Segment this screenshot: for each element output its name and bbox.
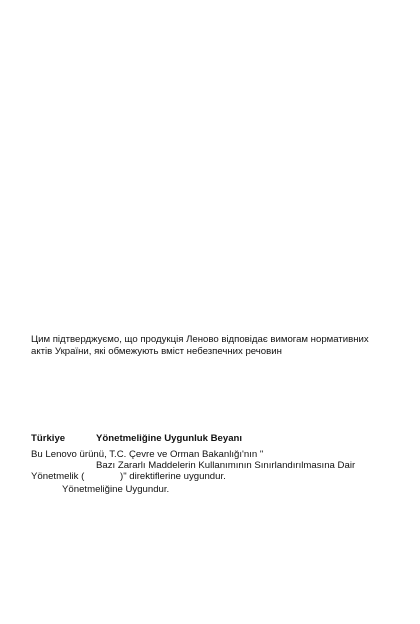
turkey-declaration-line-3-start: Yönetmelik (: [31, 471, 85, 482]
ukraine-declaration-line-2: актів України, які обмежують вміст небезпечних речовин: [31, 346, 282, 357]
turkey-heading-country: Türkiye: [31, 433, 66, 444]
turkey-declaration-line-3-end: )" direktiflerine uygundur.: [120, 471, 226, 482]
ukraine-declaration-line-1: Цим підтверджуємо, що продукція Леново відповідає вимогам нормативних: [31, 334, 369, 345]
turkey-declaration-line-2: Bazı Zararlı Maddelerin Kullanımının Sınırlandırılmasına Dair: [96, 460, 356, 471]
turkey-declaration-line-1: Bu Lenovo ürünü, T.C. Çevre ve Orman Bakanlığı'nın ": [31, 449, 264, 460]
turkey-heading-title: Yönetmeliğine Uygunluk Beyanı: [96, 433, 243, 444]
turkey-declaration-line-4: Yönetmeliğine Uygundur.: [62, 484, 170, 495]
